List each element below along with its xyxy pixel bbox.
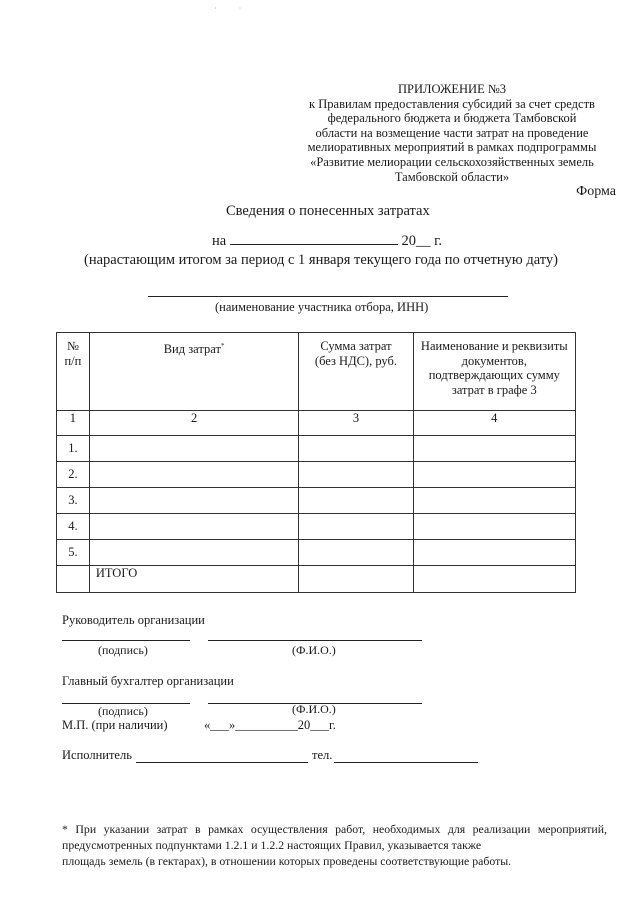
documents-cell[interactable]	[413, 436, 575, 462]
date-year: 20__ г.	[401, 233, 443, 249]
head-name-line[interactable]	[208, 640, 422, 641]
total-documents-cell[interactable]	[413, 566, 575, 593]
annex-line: федерального бюджета и бюджета Тамбовской	[327, 111, 577, 126]
total-sum-cell[interactable]	[299, 566, 413, 593]
documents-cell[interactable]	[413, 488, 575, 514]
column-number: 4	[413, 411, 575, 436]
header-no-line: п/п	[64, 353, 82, 368]
sign-caption: (подпись)	[98, 704, 148, 718]
period-note: (нарастающим итогом за период с 1 января текущего года по отчетную дату)	[84, 252, 559, 268]
phone-label: тел.	[312, 748, 333, 762]
name-caption: (Ф.И.О.)	[292, 702, 336, 716]
annex-line: «Развитие мелиорации сельскохозяйственных земель	[310, 154, 594, 169]
annex-title: ПРИЛОЖЕНИЕ №3	[397, 82, 507, 96]
header-documents-line: документов,	[461, 353, 527, 368]
sum-cell[interactable]	[299, 514, 413, 540]
sign-caption: (подпись)	[98, 643, 148, 657]
column-number: 2	[89, 411, 299, 436]
row-number: 4.	[57, 514, 90, 540]
total-row	[57, 566, 576, 593]
cost-type-cell[interactable]	[89, 488, 299, 514]
annex-line: Тамбовской области»	[394, 169, 510, 184]
header-documents-line: подтверждающих сумму	[428, 368, 560, 382]
table-header-row	[57, 333, 576, 411]
stamp-date-field[interactable]: «___»__________20___г.	[204, 718, 336, 732]
header-no	[57, 333, 90, 411]
total-no-cell	[57, 566, 90, 593]
column-number-row	[57, 411, 576, 436]
table-row	[57, 488, 576, 514]
row-number: 2.	[57, 462, 90, 488]
sum-cell[interactable]	[299, 462, 413, 488]
form-label: Форма	[576, 184, 616, 199]
documents-cell[interactable]	[413, 514, 575, 540]
footnote	[62, 822, 607, 869]
name-caption: (Ф.И.О.)	[292, 643, 336, 657]
row-number: 5.	[57, 540, 90, 566]
participant-field-line[interactable]	[148, 296, 508, 297]
total-label: ИТОГО	[89, 566, 299, 593]
costs-table	[56, 332, 576, 593]
header-documents-line: Наименование и реквизиты	[420, 339, 568, 353]
table-row	[57, 436, 576, 462]
annex-header	[282, 82, 622, 184]
header-sum-line: Сумма затрат	[320, 339, 392, 353]
phone-field-line[interactable]	[334, 762, 478, 763]
cost-type-cell[interactable]	[89, 462, 299, 488]
header-sum-line: (без НДС), руб.	[314, 353, 398, 368]
executor-field-line[interactable]	[136, 762, 308, 763]
footnote-last-line: площадь земель (в гектарах), в отношении которых проведены соответствующие работы.	[62, 853, 512, 868]
header-cost-type	[89, 333, 299, 411]
annex-line: мелиоративных мероприятий в рамках подпрограммы	[307, 140, 597, 155]
cost-type-cell[interactable]	[89, 436, 299, 462]
table-row	[57, 462, 576, 488]
date-blank[interactable]	[230, 232, 398, 245]
header-documents-line: затрат в графе 3	[451, 382, 537, 397]
participant-caption: (наименование участника отбора, ИНН)	[215, 300, 429, 314]
cost-type-cell[interactable]	[89, 514, 299, 540]
sum-cell[interactable]	[299, 488, 413, 514]
cost-type-cell[interactable]	[89, 540, 299, 566]
executor-label: Исполнитель	[62, 748, 132, 762]
date-prefix: на	[212, 233, 227, 249]
row-number: 3.	[57, 488, 90, 514]
footnote-text: * При указании затрат в рамках осуществления работ, необходимых для реализации мероприятий, предусмотренных подпунктами 1.2.1 и 1.2.2 настоящих Правил, указывается также	[62, 822, 607, 852]
header-sum	[299, 333, 413, 411]
annex-line: к Правилам предоставления субсидий за счет средств	[309, 96, 595, 111]
head-title: Руководитель организации	[62, 613, 205, 627]
chief-accountant-title: Главный бухгалтер организации	[62, 674, 234, 688]
head-signature-line[interactable]	[62, 640, 190, 641]
scan-artifact: · ·	[214, 4, 252, 13]
table-row	[57, 540, 576, 566]
sum-cell[interactable]	[299, 436, 413, 462]
header-no-line: №	[66, 339, 79, 353]
header-documents	[413, 333, 575, 411]
stamp-label: М.П. (при наличии)	[62, 718, 168, 732]
footnote-mark: *	[220, 342, 225, 350]
annex-line: области на возмещение части затрат на проведение	[315, 125, 589, 140]
date-line	[212, 232, 442, 250]
column-number: 3	[299, 411, 413, 436]
documents-cell[interactable]	[413, 540, 575, 566]
row-number: 1.	[57, 436, 90, 462]
column-number: 1	[57, 411, 90, 436]
document-title: Сведения о понесенных затратах	[226, 203, 430, 219]
header-cost-type-label: Вид затрат	[163, 342, 221, 357]
documents-cell[interactable]	[413, 462, 575, 488]
table-row	[57, 514, 576, 540]
sum-cell[interactable]	[299, 540, 413, 566]
